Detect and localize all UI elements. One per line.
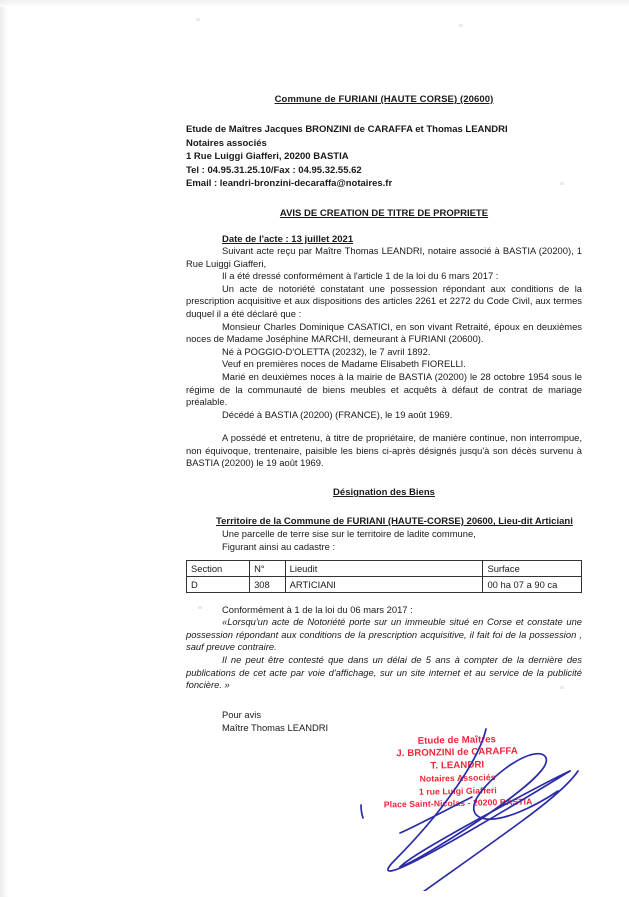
law-reference: Conformément à 1 de la loi du 06 mars 2017 :	[222, 603, 413, 615]
header-surface: Surface	[483, 560, 582, 576]
scan-edge-left	[0, 0, 9, 897]
paragraph-3: Un acte de notoriété constatant une possession répondant aux conditions de la prescription acquisitive et aux dispositions des articles 2261 et 2272 du Code Civil, aux termes duquel il a été déclaré que :	[186, 282, 582, 319]
paragraph-6: Veuf en premières noces de Madame Elisabeth FIORELLI.	[222, 358, 466, 370]
stamp-line-4: Notaires Associés	[419, 772, 496, 785]
stamp-line-2: J. BRONZINI de CARAFFA	[396, 746, 518, 760]
act-date-text: Date de l'acte : 13 juillet 2021	[222, 233, 354, 245]
paragraph-1: Suivant acte reçu par Maître Thomas LEANDRI, notaire associé à BASTIA (20200), 1 Rue Luiggi Giafferi,	[186, 244, 582, 269]
stamp-line-3: T. LEANDRI	[430, 759, 485, 772]
header-lieudit: Lieudit	[285, 560, 483, 576]
paragraph-2: Il a été dressé conformément à l'article 1 de la loi du 6 mars 2017 :	[222, 270, 499, 282]
notary-stamp-area	[330, 735, 610, 885]
office-line-1: Etude de Maîtres Jacques BRONZINI de CARAFFA et Thomas LEANDRI	[186, 124, 508, 135]
stamp-line-6: Place Saint-Nicolas - 20200 BASTIA	[383, 796, 533, 810]
paragraph-7: Marié en deuxièmes noces à la mairie de BASTIA (20200) le 28 octobre 1954 sous le régime de la communauté de biens meubles et acquêts à défaut de contrat de mariage préalable.	[186, 370, 582, 408]
table-row	[187, 576, 582, 592]
notice-title-text: AVIS DE CREATION DE TITRE DE PROPRIETE	[279, 207, 489, 219]
paragraph-4: Monsieur Charles Dominique CASATICI, en son vivant Retraité, époux en deuxièmes noces de Madame Joséphine MARCHI, demeurant à FURIANI (20600).	[186, 320, 582, 345]
header-section: Section	[187, 560, 250, 576]
table-header-row	[187, 560, 582, 576]
commune-title-text: Commune de FURIANI (HAUTE CORSE) (20600)	[274, 94, 494, 105]
office-line-3: 1 Rue Luiggi Giafferi, 20200 BASTIA	[186, 151, 349, 163]
act-date	[186, 234, 582, 245]
designation-title-text: Désignation des Biens	[333, 487, 435, 499]
cell-lieudit: ARTICIANI	[285, 576, 483, 592]
notice-title	[186, 208, 582, 219]
signoff-line-1: Pour avis	[222, 708, 262, 720]
notary-stamp	[329, 732, 586, 812]
territory-heading-text: Territoire de la Commune de FURIANI (HAUTE-CORSE) 20600, Lieu-dit Articiani	[216, 516, 573, 528]
parcel-description: Une parcelle de terre sise sur le territoire de ladite commune,	[222, 528, 476, 540]
law-quote-1: «Lorsqu'un acte de Notoriété porte sur un immeuble situé en Corse et constate une possession répondant aux conditions de la prescription acquisitive, il fait foi de la possession , sauf preuve contraire.	[186, 616, 582, 653]
territory-heading	[186, 515, 582, 528]
commune-title	[186, 94, 582, 105]
paragraph-9: A possédé et entretenu, à titre de propriétaire, de manière continue, non interrompue, non équivoque, trentenaire, paisible les biens ci-après désignés jusqu'à son décès survenu à BASTIA (20200) le 19 août 1969.	[186, 432, 582, 469]
signoff-line-2: Maître Thomas LEANDRI	[222, 721, 329, 733]
office-line-5: Email : leandri-bronzini-decaraffa@notaires.fr	[186, 178, 393, 190]
designation-title	[186, 487, 582, 498]
cell-number: 308	[250, 576, 286, 592]
stamp-line-5: 1 rue Luigi Giafferi	[418, 784, 497, 797]
office-line-4: Tel : 04.95.31.25.10/Fax : 04.95.32.55.62	[186, 164, 362, 176]
law-quote-2: Il ne peut être contesté que dans un délai de 5 ans à compter de la dernière des publications de cet acte par voie d'affichage, sur un site internet et au service de la publicité foncière. »	[186, 654, 582, 691]
cell-surface: 00 ha 07 a 90 ca	[483, 576, 582, 592]
paragraph-5: Né à POGGIO-D'OLETTA (20232), le 7 avril 1892.	[222, 345, 431, 357]
cell-section: D	[187, 576, 250, 592]
paragraph-8: Décédé à BASTIA (20200) (FRANCE), le 19 août 1969.	[222, 408, 453, 420]
stamp-line-1: Etude de Maîtres	[417, 734, 497, 747]
cadastre-table	[186, 560, 582, 593]
notary-office-block	[186, 123, 582, 191]
office-line-2: Notaires associés	[186, 137, 267, 149]
signoff-block	[186, 708, 582, 734]
header-number: N°	[250, 560, 286, 576]
cadastre-intro: Figurant ainsi au cadastre :	[222, 541, 336, 553]
document-body	[186, 0, 582, 734]
